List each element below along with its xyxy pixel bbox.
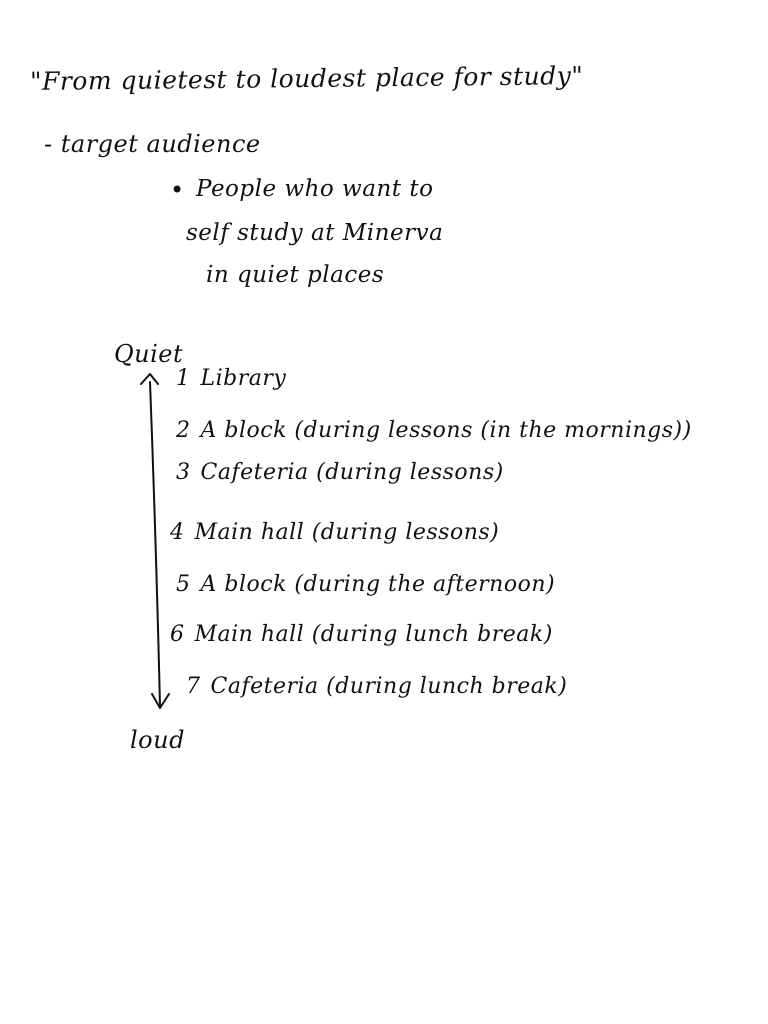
item-text: Main hall (during lunch break) [194, 622, 553, 647]
item-number: 2 [176, 418, 191, 443]
up-arrowhead-icon [141, 374, 158, 384]
item-number: 3 [176, 460, 191, 485]
bullet-dot: • [170, 176, 185, 204]
list-item [176, 420, 692, 442]
list-item [176, 574, 555, 596]
item-number: 5 [176, 572, 191, 597]
item-number: 7 [186, 674, 201, 699]
list-item [170, 522, 499, 544]
list-item [186, 676, 567, 698]
item-text: A block (during lessons (in the mornings)) [200, 418, 692, 443]
item-text: Main hall (during lessons) [194, 520, 500, 545]
audience-line: People who want to [196, 176, 434, 202]
scale-top-label: Quiet [114, 340, 184, 368]
item-text: A block (during the afternoon) [200, 572, 556, 597]
item-text: Cafeteria (during lessons) [200, 460, 504, 485]
audience-line: self study at Minerva [186, 220, 444, 246]
note-title: "From quietest to loudest place for study" [29, 61, 584, 96]
item-text: Cafeteria (during lunch break) [210, 674, 568, 699]
item-number: 6 [170, 622, 185, 647]
item-text: Library [200, 366, 287, 391]
scale-bottom-label: loud [130, 726, 185, 754]
audience-line: in quiet places [206, 262, 385, 288]
scale-arrow-line [150, 382, 160, 706]
item-number: 4 [170, 520, 185, 545]
list-item [170, 624, 553, 646]
item-number: 1 [176, 366, 191, 391]
down-arrowhead-icon [152, 694, 169, 708]
target-audience-heading: - target audience [44, 130, 261, 158]
list-item [176, 462, 504, 484]
list-item [176, 368, 286, 390]
